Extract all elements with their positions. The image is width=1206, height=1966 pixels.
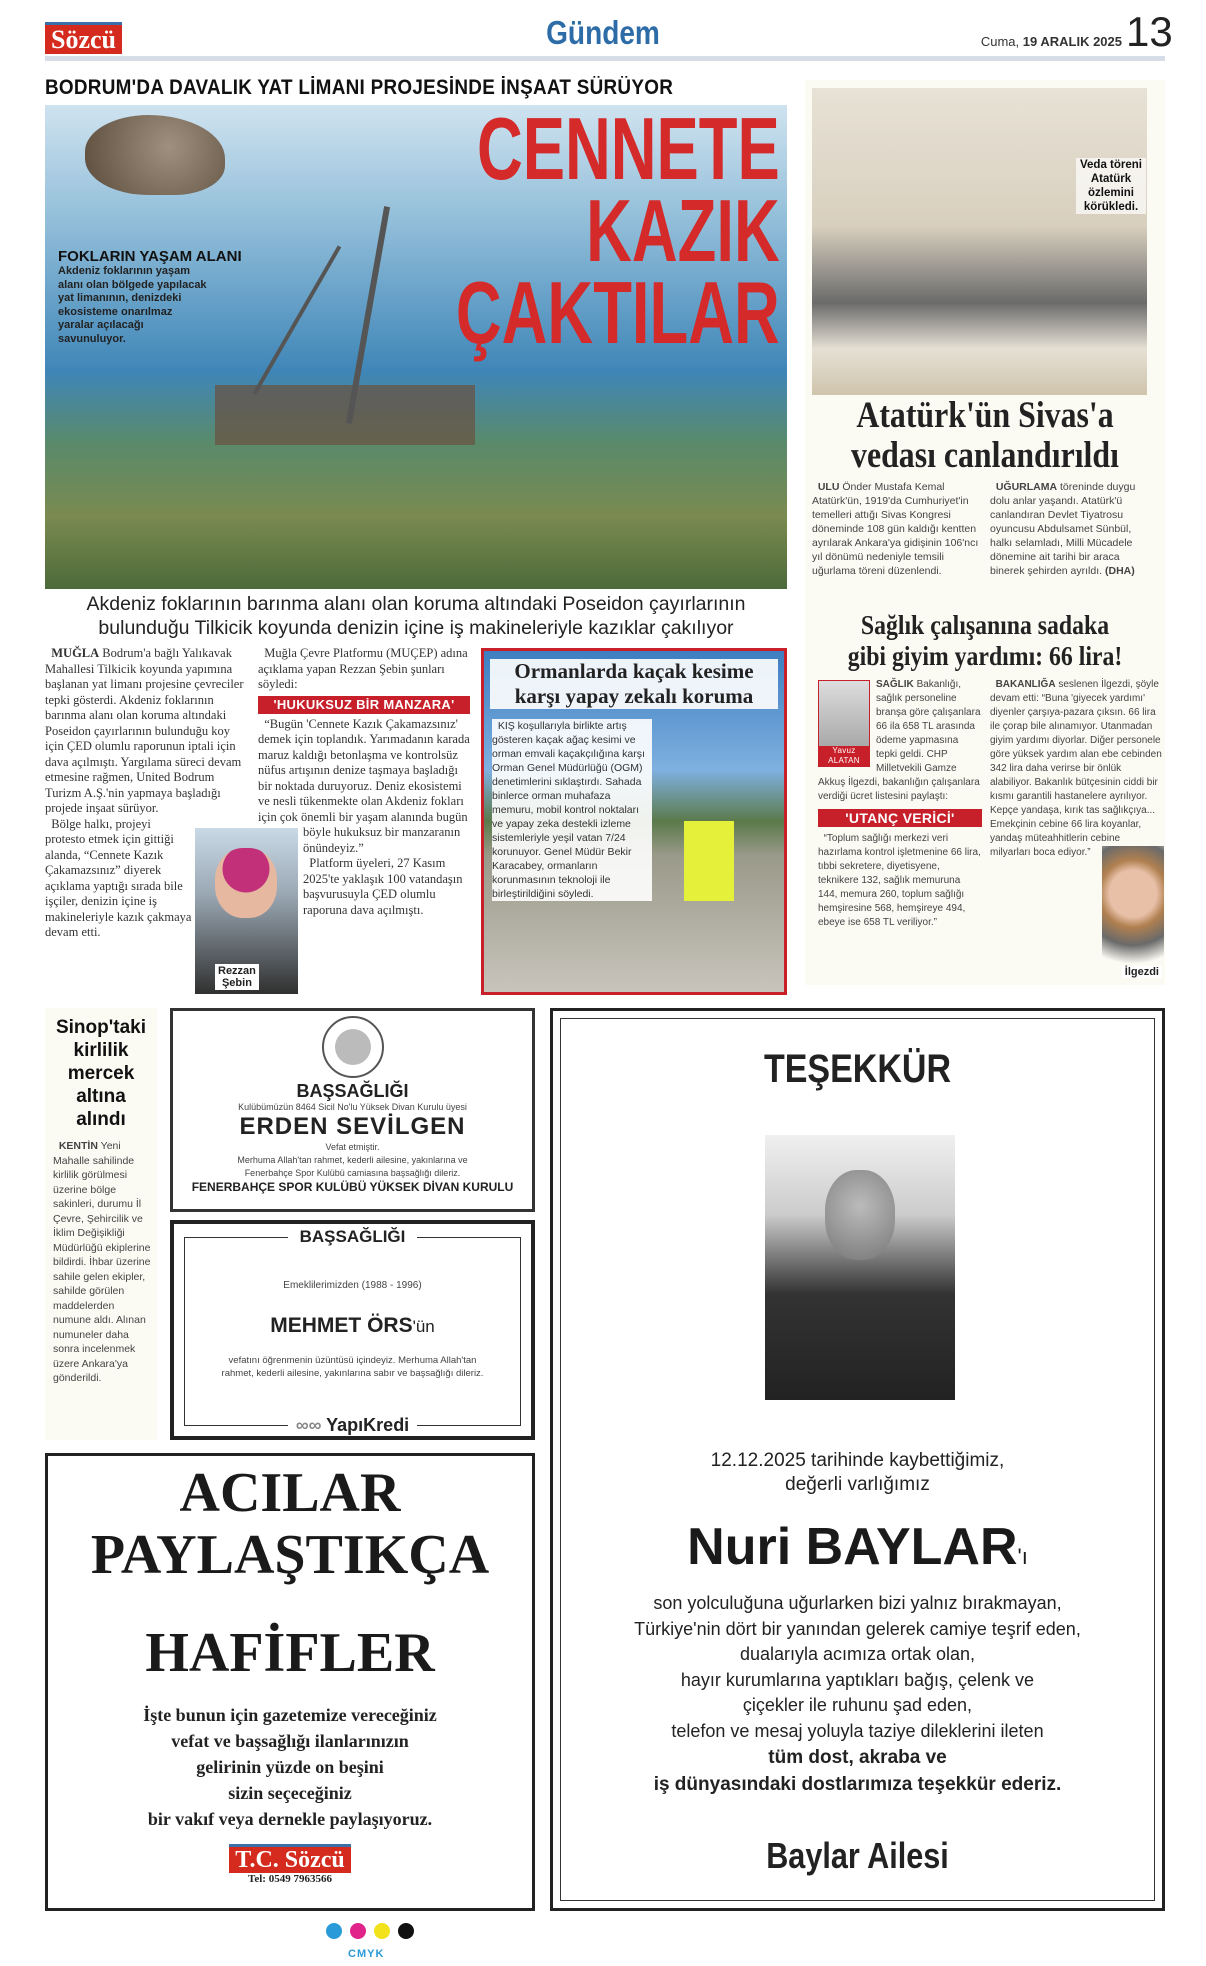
sinop-headline: Sinop'taki kirlilik mercek altına alındı: [55, 1017, 147, 1130]
paragraph: “Bugün 'Cennete Kazık Çakamazsınız' demek için toplandık. Yarımadanın karada maruz kaldığı betonlaşma ve kontrolsüz nüfus artışının denize taşmaya başladığı bir noktada duruyoruz. Deniz ekosistemi ve nesli tükenmekte olan Akdeniz fokları için çok önemli bir yaşam alanında bugün böyle hukuksuz bir manzaranın önündeyiz.”: [258, 716, 470, 855]
ad-line: son yolculuğuna uğurlarken bizi yalnız bırakmayan,: [653, 1593, 1062, 1613]
section-title: Gündem: [546, 14, 660, 51]
ad-title-line: HAFİFLER: [145, 1622, 435, 1684]
headline-line: Atatürk'ün Sivas'a: [856, 395, 1114, 436]
cyan-dot-icon: [326, 1923, 342, 1939]
lead-word: MUĞLA: [51, 646, 100, 660]
forest-headline: Ormanlarda kaçak kesime karşı yapay zekalı koruma: [490, 659, 778, 709]
ad-line: hayır kurumlarına yaptıkları bağış, çelenk ve: [680, 1669, 1035, 1690]
issue-date: [981, 34, 1122, 49]
ad-line: bir vakıf veya dernekle paylaşıyoruz.: [147, 1809, 433, 1829]
ad-line: gelirinin yüzde on beşini: [196, 1757, 384, 1777]
lead-word: SAĞLIK: [876, 679, 914, 690]
headline-line: Sağlık çalışanına sadaka: [860, 610, 1110, 640]
ad-line: Türkiye'nin dört bir yanından gelerek camiye teşrif eden,: [634, 1618, 1081, 1639]
ilgezdi-photo: [1102, 846, 1164, 982]
logo-text: Sözcü: [51, 25, 116, 54]
caption-line: bulunduğu Tilkicik koyunda denizin içine iş makineleriyle kazıklar çakılıyor: [98, 617, 734, 639]
fenerbahce-condolence-ad: [170, 1008, 535, 1212]
portrait-face: [215, 848, 277, 918]
sinop-text: [53, 1139, 153, 1386]
yapikredi-condolence-ad: [170, 1220, 535, 1440]
main-kicker: BODRUM'DA DAVALIK YAT LİMANI PROJESİNDE İNŞAAT SÜRÜYOR: [45, 76, 674, 99]
ad-subtitle: Kulübümüzün 8464 Sicil No'lu Yüksek Divan Kurulu üyesi: [238, 1102, 467, 1112]
ataturk-photo: [812, 88, 1147, 395]
ad-line-bold: iş dünyasındaki dostlarımıza teşekkür ederiz.: [653, 1774, 1062, 1795]
seal-image: [85, 115, 225, 195]
ad-line: Fenerbahçe Spor Kulübü camiasına başsağlığı dileriz.: [244, 1168, 461, 1178]
paragraph: Platform üyeleri, 27 Kasım 2025'te yaklaşık 100 vatandaşın başvurusuyla ÇED olumlu raporuna dava açılmıştı.: [303, 856, 463, 917]
main-headline: [456, 99, 780, 362]
ad-subtitle: Emeklilerimizden (1988 - 1996): [283, 1280, 422, 1291]
headline-line: CENNETE: [477, 99, 780, 198]
ad-title: TEŞEKKÜR: [763, 1047, 952, 1091]
yapikredi-wave-icon: ∞∞: [295, 1415, 327, 1435]
lead-word: ULU: [817, 481, 840, 493]
sinop-story: [45, 1008, 157, 1440]
sozcu-charity-ad: [45, 1453, 535, 1911]
ataturk-col1: [812, 480, 980, 578]
date-day: Cuma,: [980, 34, 1020, 49]
subhead-bar: 'HUKUKSUZ BİR MANZARA': [258, 696, 470, 714]
name-suffix: 'ün: [412, 1317, 435, 1336]
health-headline: [827, 610, 1144, 672]
cmyk-marks: [326, 1923, 414, 1939]
caption-line: Akdeniz foklarının barınma alanı olan koruma altındaki Poseidon çayırlarının: [86, 593, 746, 615]
ad-line: telefon ve mesaj yoluyla taziye dileklerini ileten: [671, 1720, 1044, 1741]
photo-caption: [215, 964, 259, 990]
yapikredi-logo: [288, 1415, 417, 1435]
officer-vest: [684, 821, 734, 901]
author-first: Yavuz: [832, 746, 856, 755]
name-suffix: 'ı: [1017, 1544, 1028, 1569]
paragraph: Önder Mustafa Kemal Atatürk'ün, 1919'da Cumhuriyet'in temelleri attığı Sivas Kongresi döneminde 108 gün kaldığı kentten ayrılarak Ankara'ya gidişinin 106'ncı yıl dönümü nedeniyle temsili uğurlama töreni düzenlendi.: [812, 481, 979, 577]
paragraph: KIŞ koşullarıyla birlikte artış gösteren kaçak ağaç kesimi ve orman emvali kaçakçılığına karşı Orman Genel Müdürlüğü (OGM) denetimlerini sıklaştırdı. Sahada binlerce orman muhafaza memuru, mobil kontrol noktaları ve yapay zeka destekli izleme sistemleriyle yeşil vatan 7/24 korunuyor. Genel Müdür Bekir Karacabey, ormanların korunmasının teknoloji ile birleştirildiğini söyledi.: [492, 720, 645, 900]
crane-image: [253, 245, 341, 394]
paragraph: Yeni Mahalle sahilinde kirlilik görülmesi üzerine bölge sakinleri, durumu İl Çevre, Şehircilik ve İklim Değişikliği Müdürlüğü ekiplerine bildirdi. İhbar üzerine sahile gelen ekipler, sahilde görülen maddelerden numune aldı. Alınan numuneler daha sonra incelenmek üzere Ankara'ya gönderildi.: [53, 1140, 151, 1384]
ataturk-col2: [990, 480, 1155, 578]
ataturk-headline: [830, 396, 1140, 476]
paragraph: seslenen İlgezdi, şöyle devam etti: “Buna 'giyecek yardımı' diyenler çarşıya-pazara çıksın. 66 lira ile çorap bile alınamıyor. Utanmadan giyim yardımı diyorlar. Diğer personele göre yüksek yardım alan ebe cebinden 342 lira daha verirse bir önlük alabiliyor. Bakanlık bütçesinin ciddi bir kısmı garantili hastanelere ayrılıyor. Kepçe yandaşa, kırık tas sağlıkçıya... Emekçinin cebine 66 lira koyanlar, yandaş müteahhitlerin cebine milyarları boca ediyor.”: [990, 679, 1162, 858]
main-caption: [45, 592, 787, 640]
headline-line: vedası canlandırıldı: [851, 435, 1119, 476]
ad-title-line: ACILAR: [179, 1462, 401, 1524]
brand-name: YapıKredi: [326, 1415, 410, 1435]
photo-caption: Veda töreni Atatürk özlemini körükledi.: [1076, 158, 1146, 214]
ad-title: BAŞSAĞLIĞI: [296, 1081, 409, 1101]
ad-line-bold: tüm dost, akraba ve: [768, 1747, 947, 1768]
paragraph: töreninde duygu dolu anlar yaşandı. Atatürk'ü canlandıran Devlet Tiyatrosu oyuncusu Abdulsamet Sünbül, halkı selamladı, Milli Mücadele dönemine ait tarihi bir araca binerek şehirden ayrıldı.: [990, 481, 1136, 577]
yellow-dot-icon: [374, 1923, 390, 1939]
health-col1: [818, 678, 982, 930]
paragraph: Bakanlığı, sağlık personeline branşa göre çalışanlara 66 ila 658 TL arasında ödeme yapmasına tepki geldi. CHP Milletvekili Gamze Akkuş İlgezdi, bakanlığın çalışanlara verdiği ücret listesini paylaştı:: [818, 679, 981, 802]
caption-line: Rezzan: [218, 965, 256, 977]
barge-image: [215, 385, 475, 445]
ad-title-line: PAYLAŞTIKÇA: [90, 1524, 490, 1586]
author-last: ALATAN: [828, 756, 860, 765]
ad-signature: FENERBAHÇE SPOR KULÜBÜ YÜKSEK DİVAN KURULU: [191, 1180, 514, 1194]
ad-line: vefatını öğrenmenin üzüntüsü içindeyiz. Merhuma Allah'tan: [228, 1355, 477, 1366]
portrait-face: [825, 1170, 895, 1260]
headline-line: gibi giyim yardımı: 66 lira!: [847, 641, 1123, 671]
deceased-name: Nuri BAYLAR: [687, 1518, 1018, 1576]
subhead-bar: 'UTANÇ VERİCİ': [818, 809, 982, 827]
deceased-portrait: [765, 1135, 955, 1400]
ad-line: Vefat etmiştir.: [325, 1142, 380, 1152]
ad-line: Merhuma Allah'tan rahmet, kederli ailesine, yakınlarına ve: [237, 1155, 468, 1165]
inset-title: FOKLARIN YAŞAM ALANI: [58, 248, 242, 265]
source: (DHA): [1104, 565, 1135, 577]
magenta-dot-icon: [350, 1923, 366, 1939]
ad-line: değerli varlığımız: [785, 1474, 930, 1495]
ad-line: vefat ve başsağlığı ilanlarınızın: [171, 1731, 409, 1751]
ad-signature: Baylar Ailesi: [766, 1835, 949, 1876]
header-rule: [45, 56, 1165, 61]
ad-line: 12.12.2025 tarihinde kaybettiğimiz,: [710, 1450, 1005, 1471]
inset-box: [58, 248, 242, 346]
headline-line: ÇAKTILAR: [456, 263, 780, 362]
ad-line: sizin seçeceğiniz: [228, 1783, 352, 1803]
lead-word: BAKANLIĞA: [995, 679, 1056, 690]
inset-text: Akdeniz foklarının yaşam alanı olan bölgede yapılacak yat limanının, denizdeki ekosisteme onarılmaz yaralar açılacağı savunuluyor.: [58, 265, 207, 345]
deceased-name: MEHMET ÖRS: [270, 1314, 413, 1337]
ad-line: dualarıyla acımıza ortak olan,: [739, 1644, 976, 1664]
lead-word: KENTİN: [58, 1140, 98, 1152]
author-name: [819, 746, 869, 766]
ad-title: BAŞSAĞLIĞI: [288, 1227, 418, 1246]
cmyk-label: CMYK: [348, 1948, 385, 1960]
paragraph: Muğla Çevre Platformu (MUÇEP) adına açıklama yapan Rezzan Şebin şunları söyledi:: [258, 646, 468, 691]
ad-line: rahmet, kederli ailesine, yakınlarına sabır ve başsağlığı dileriz.: [221, 1368, 484, 1379]
photo-caption: İlgezdi: [1122, 966, 1162, 978]
rezzan-sebin-photo: [195, 828, 298, 994]
ad-phone: Tel: 0549 7963566: [248, 1873, 332, 1885]
caption-line: Şebin: [221, 977, 252, 989]
author-photo: [818, 680, 870, 767]
page-number: 13: [1126, 8, 1173, 55]
paragraph: Bodrum'a bağlı Yalıkavak Mahallesi Tilkicik koyunda yapımına başlanan yat limanı projesine çevreciler tepki gösterdi. Akdeniz foklarının barınma alanı olan koruma altındaki Poseidon çayırlarının bulunduğu koy için ÇED olumlu raporunun iptali için dava açılmıştı. Yargılama süreci devam etmesine rağmen, United Bodrum Turizm A.Ş.'nin yapmaya başladığı projede inşaat sürüyor.: [45, 646, 244, 815]
lead-word: UĞURLAMA: [995, 481, 1058, 493]
ad-line: İşte bunun için gazetemize vereceğiniz: [143, 1705, 437, 1725]
black-dot-icon: [398, 1923, 414, 1939]
paragraph: Bölge halkı, projeyi protesto etmek için gittiği alanda, “Cennete Kazık Çakamazsınız” diyerek açıklama yaptığı sırada bile işçiler, denizin içine iş makineleriyle kazık çakmaya devam etti.: [45, 816, 192, 939]
forest-story-box: [481, 648, 787, 995]
sozcu-logo[interactable]: [45, 22, 122, 54]
thanks-ad: [550, 1008, 1165, 1911]
sozcu-logo: T.C. Sözcü: [229, 1844, 351, 1873]
paragraph: “Toplum sağlığı merkezi veri hazırlama kontrol işletmenine 66 lira, tıbbi sekretere, diyetisyene, teknikere 132, sağlık memuruna 144, memura 260, toplum sağlığı hemşiresine 568, hemşireye 494, ebeye ise 658 TL veriliyor.”: [818, 833, 981, 928]
forest-text: [492, 719, 652, 901]
date-text: 19 ARALIK 2025: [1022, 34, 1122, 49]
deceased-name: ERDEN SEVİLGEN: [239, 1113, 466, 1140]
headline-line: KAZIK: [586, 181, 780, 280]
fenerbahce-emblem-icon: [322, 1016, 384, 1078]
ad-line: çiçekler ile ruhunu şad eden,: [742, 1695, 973, 1715]
